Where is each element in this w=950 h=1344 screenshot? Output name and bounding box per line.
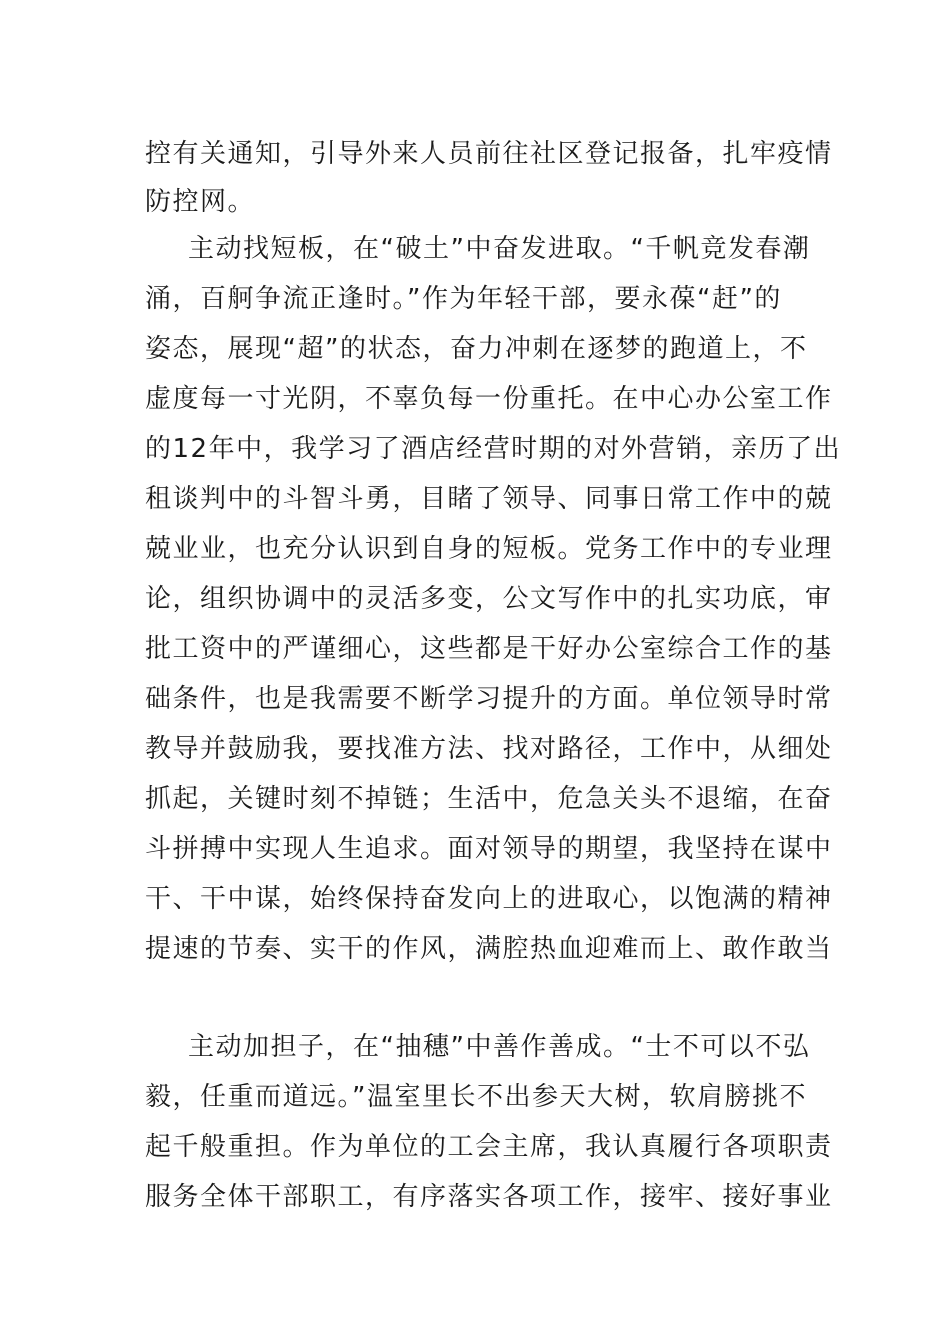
text-line: 起千般重担。作为单位的工会主席，我认真履行各项职责	[145, 1132, 833, 1162]
text-line: 控有关通知，引导外来人员前往社区登记报备，扎牢疫情	[145, 139, 833, 169]
text-line: 毅，任重而道远。”温室里长不出参天大树，软肩膀挑不	[145, 1082, 807, 1112]
text-line: 虚度每一寸光阴，不辜负每一份重托。在中心办公室工作	[145, 384, 833, 414]
text-line: 的12年中，我学习了酒店经营时期的对外营销，亲历了出	[145, 434, 842, 464]
text-line: 租谈判中的斗智斗勇，目睹了领导、同事日常工作中的兢	[145, 484, 833, 514]
text-line: 干、干中谋，始终保持奋发向上的进取心，以饱满的精神	[145, 884, 833, 914]
paragraph-start-line: 主动加担子，在“抽穗”中善作善成。“士不可以不弘	[188, 1032, 811, 1062]
text-line: 兢业业，也充分认识到自身的短板。党务工作中的专业理	[145, 534, 833, 564]
text-line: 涌，百舸争流正逢时。”作为年轻干部，要永葆“赶”的	[145, 284, 782, 314]
text-line: 姿态，展现“超”的状态，奋力冲刺在逐梦的跑道上，不	[145, 334, 808, 364]
text-line: 批工资中的严谨细心，这些都是干好办公室综合工作的基	[145, 634, 833, 664]
text-line: 提速的节奏、实干的作风，满腔热血迎难而上、敢作敢当	[145, 934, 833, 964]
text-line: 抓起，关键时刻不掉链；生活中，危急关头不退缩，在奋	[145, 784, 833, 814]
text-line: 服务全体干部职工，有序落实各项工作，接牢、接好事业	[145, 1182, 833, 1212]
text-line: 论，组织协调中的灵活多变，公文写作中的扎实功底，审	[145, 584, 833, 614]
paragraph-start-line: 主动找短板，在“破土”中奋发进取。“千帆竞发春潮	[188, 234, 811, 264]
text-line: 斗拼搏中实现人生追求。面对领导的期望，我坚持在谋中	[145, 834, 833, 864]
text-line: 础条件，也是我需要不断学习提升的方面。单位领导时常	[145, 684, 833, 714]
text-line: 防控网。	[145, 187, 256, 217]
text-line: 教导并鼓励我，要找准方法、找对路径，工作中，从细处	[145, 734, 833, 764]
